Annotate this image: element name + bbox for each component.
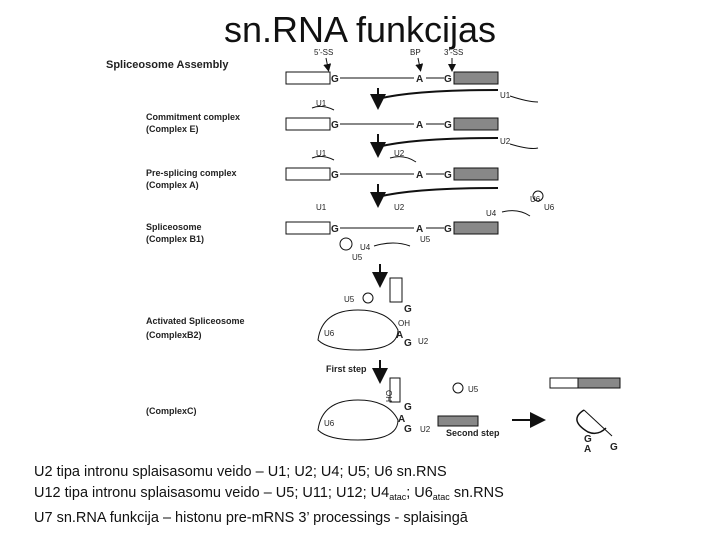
- svg-text:A: A: [416, 224, 424, 235]
- u6-free-label: U6: [530, 195, 541, 204]
- svg-text:U2: U2: [420, 425, 431, 434]
- svg-text:G: G: [444, 224, 452, 235]
- svg-text:G: G: [404, 304, 412, 315]
- svg-text:A: A: [398, 414, 406, 425]
- assembly-arrow-2: [378, 134, 538, 150]
- complex-a-label: (Complex A): [146, 180, 199, 190]
- svg-text:OH: OH: [398, 319, 410, 328]
- first-step-label: First step: [326, 364, 367, 374]
- svg-text:U5: U5: [344, 295, 355, 304]
- body-line-1: U2 tipa intronu splaisasomu veido – U1; U2; U4; U5; U6 sn.RNS: [34, 464, 447, 480]
- spliceosome-label: Spliceosome: [146, 222, 202, 232]
- svg-text:U6: U6: [324, 329, 335, 338]
- five-ss-label: 5'-SS: [314, 48, 334, 57]
- svg-text:U5: U5: [468, 385, 479, 394]
- activated-spliceosome-label: Activated Spliceosome: [146, 316, 245, 326]
- svg-text:U1: U1: [316, 149, 327, 158]
- body-text: [34, 462, 694, 529]
- body-line-3: U7 sn.RNA funkcija – histonu pre-mRNS 3’ processings - splaisingā: [34, 510, 468, 526]
- bp-label: BP: [410, 48, 421, 57]
- g-5ss: G: [331, 74, 339, 85]
- assembly-arrow-3: [378, 184, 555, 218]
- activated-spliceosome-structure: [318, 278, 429, 350]
- svg-text:U4: U4: [360, 243, 371, 252]
- svg-text:U2: U2: [394, 203, 405, 212]
- svg-text:U5: U5: [420, 235, 431, 244]
- bp-arrow: [418, 58, 420, 68]
- exon-2: [454, 72, 498, 84]
- u2-free-label: U2: [500, 137, 511, 146]
- svg-text:U1: U1: [316, 203, 327, 212]
- spliced-mrna: [550, 378, 620, 388]
- three-ss-label: 3'-SS: [444, 48, 464, 57]
- body-line-2: U12 tipa intronu splaisasomu veido – U5; U11; U12; $U4_{atac}$; $U6_{atac}$ sn.RNS: [34, 485, 504, 502]
- u1-label: U1: [316, 99, 327, 108]
- pre-mrna-row-3: [286, 149, 498, 181]
- commitment-complex-label: Commitment complex: [146, 112, 241, 122]
- spliceosome-assembly-diagram: [98, 40, 638, 460]
- exon-1: [286, 72, 330, 84]
- svg-text:G: G: [444, 120, 452, 131]
- svg-text:A: A: [416, 120, 424, 131]
- svg-text:G: G: [331, 224, 339, 235]
- five-ss-arrow: [326, 58, 328, 68]
- complex-b2-label: (ComplexB2): [146, 330, 202, 340]
- lariat-intron: [577, 410, 618, 455]
- svg-text:U6: U6: [324, 419, 335, 428]
- svg-text:A: A: [396, 330, 404, 341]
- svg-text:HO: HO: [385, 390, 394, 402]
- complex-e-label: (Complex E): [146, 124, 199, 134]
- svg-text:G: G: [404, 402, 412, 413]
- svg-text:G: G: [331, 170, 339, 181]
- complex-c-label: (ComplexC): [146, 406, 197, 416]
- svg-text:U2: U2: [418, 337, 429, 346]
- complex-b1-label: (Complex B1): [146, 234, 205, 244]
- svg-text:G: G: [404, 338, 412, 349]
- u1-free-label: U1: [500, 91, 511, 100]
- u4-free-label: U4: [486, 209, 497, 218]
- slide-title: sn.RNA funkcijas: [223, 9, 497, 50]
- svg-text:G: G: [584, 434, 592, 445]
- pre-mrna-row-1: [286, 72, 498, 85]
- diagram-heading: Spliceosome Assembly: [106, 59, 229, 71]
- svg-text:U5: U5: [352, 253, 363, 262]
- svg-text:G: G: [444, 170, 452, 181]
- svg-text:G: G: [404, 424, 412, 435]
- presplicing-complex-label: Pre-splicing complex: [146, 168, 237, 178]
- svg-text:A: A: [416, 170, 424, 181]
- a-bp: A: [416, 74, 424, 85]
- svg-text:A: A: [584, 444, 592, 455]
- pre-mrna-row-2: [286, 99, 498, 131]
- pre-mrna-row-4: [286, 203, 498, 262]
- g-3ss: G: [444, 74, 452, 85]
- assembly-arrow-1: [378, 88, 538, 102]
- u6-free-label-2: U6: [544, 203, 555, 212]
- svg-text:G: G: [610, 442, 618, 453]
- svg-text:U2: U2: [394, 149, 405, 158]
- second-step-label: Second step: [446, 428, 500, 438]
- svg-text:G: G: [331, 120, 339, 131]
